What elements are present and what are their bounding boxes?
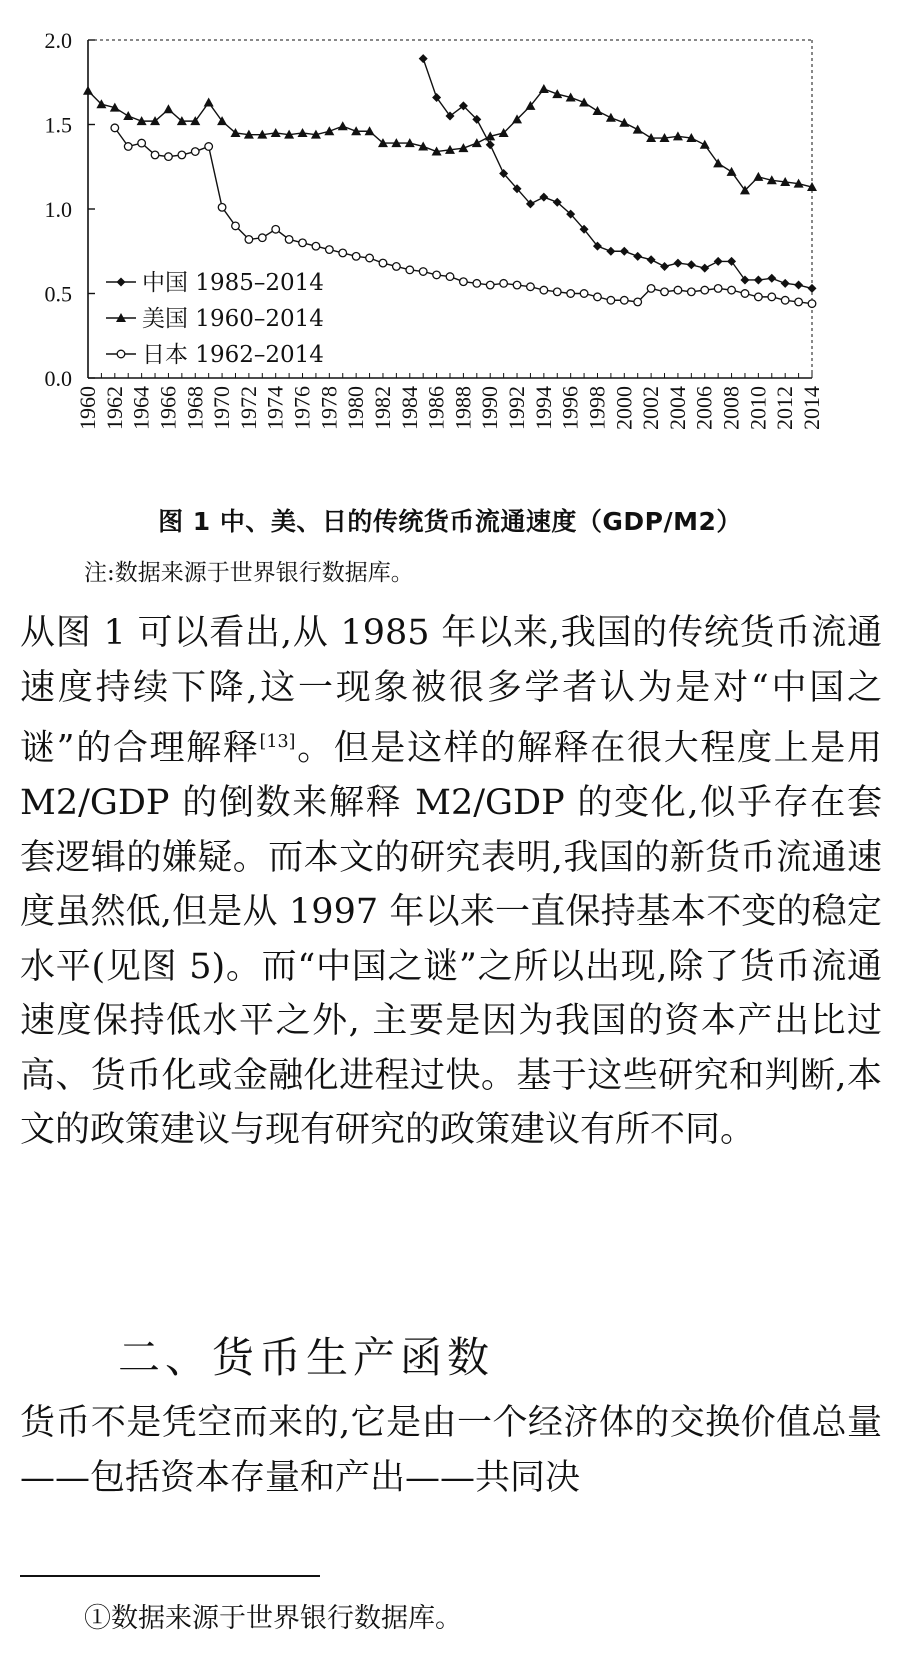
japan-series-point xyxy=(567,290,575,298)
usa-series-point xyxy=(123,111,133,120)
x-tick-label: 1992 xyxy=(504,386,530,430)
japan-series-point xyxy=(191,148,199,156)
usa-series-point xyxy=(458,143,468,152)
japan-series-point xyxy=(138,139,146,147)
china-series-point xyxy=(727,257,736,266)
japan-series-point xyxy=(339,249,347,257)
japan-series-point xyxy=(688,288,696,296)
usa-series-point xyxy=(163,104,173,113)
japan-series-point xyxy=(366,254,374,262)
japan-series-point xyxy=(674,286,682,294)
x-tick-label: 2002 xyxy=(638,386,664,430)
x-tick-label: 1980 xyxy=(343,386,369,430)
japan-series-point xyxy=(701,286,709,294)
usa-series-point xyxy=(271,128,281,137)
x-tick-label: 2000 xyxy=(611,386,637,430)
japan-series-point xyxy=(312,242,320,250)
x-tick-label: 1986 xyxy=(423,386,449,430)
japan-series-point xyxy=(728,286,736,294)
japan-series-point xyxy=(460,278,468,286)
x-tick-label: 1978 xyxy=(316,386,342,430)
x-tick-label: 1974 xyxy=(262,386,288,430)
paragraph-1-text-b: 。但是这样的解释在很大程度上是用 M2/GDP 的倒数来解释 M2/GDP 的变化,似乎存在套套逻辑的嫌疑。而本文的研究表明,我国的新货币流通速度虽然低,但是从 1997 年以来一直保持基本不变的稳定水平(见图 5)。而“中国之谜”之所以出现,除了货币流通速度保持低水平之外, 主要是因为我国的资本产出比过高、货币化或金融化进程过快。基于这些研究和判断,本文的政策建议与现有研究的政策建议有所不同。 xyxy=(20,728,882,1151)
y-tick-label: 0.5 xyxy=(44,281,72,307)
china-series-point xyxy=(808,284,817,293)
china-series-point xyxy=(539,193,548,202)
china-series-point xyxy=(714,257,723,266)
x-tick-label: 2008 xyxy=(718,386,744,430)
japan-series-point xyxy=(795,298,803,306)
japan-series-point xyxy=(352,253,360,261)
japan-series-legend-label: 日本 1962–2014 xyxy=(142,342,324,368)
usa-series-point xyxy=(592,106,602,115)
x-tick-label: 1990 xyxy=(477,386,503,430)
japan-series-point xyxy=(446,273,454,281)
japan-series-point xyxy=(178,151,186,159)
usa-series-point xyxy=(539,84,549,93)
usa-series-point xyxy=(472,138,482,147)
chart-axes xyxy=(45,28,825,430)
china-series-point xyxy=(606,247,615,256)
china-series-point xyxy=(754,275,763,284)
x-tick-label: 1960 xyxy=(75,386,100,430)
china-series-point xyxy=(781,279,790,288)
japan-series-point xyxy=(647,285,655,293)
china-series-point xyxy=(633,252,642,261)
japan-series-point xyxy=(393,263,401,271)
y-tick-label: 0.0 xyxy=(44,366,72,391)
usa-series-legend-label: 美国 1960–2014 xyxy=(142,306,324,332)
china-series-point xyxy=(660,262,669,271)
japan-series-point xyxy=(232,222,240,230)
y-tick-label: 2.0 xyxy=(44,28,72,53)
japan-series-point xyxy=(406,266,414,274)
usa-series-point xyxy=(633,125,643,134)
japan-series-point xyxy=(607,296,615,304)
usa-series-point xyxy=(700,140,710,149)
japan-series-point xyxy=(165,153,173,161)
usa-series-point xyxy=(753,172,763,181)
japan-series-point xyxy=(741,290,749,298)
japan-series-point xyxy=(326,246,334,254)
usa-series-point xyxy=(727,167,737,176)
usa-series-point xyxy=(83,86,93,95)
china-series-point xyxy=(687,260,696,269)
china-series-legend-label: 中国 1985–2014 xyxy=(142,270,324,296)
velocity-line-chart xyxy=(0,0,900,470)
japan-series-point xyxy=(272,225,280,233)
y-tick-label: 1.0 xyxy=(44,197,72,222)
usa-series-point xyxy=(552,89,562,98)
japan-series-point xyxy=(513,281,521,289)
china-series-point xyxy=(767,274,776,283)
japan-series-point xyxy=(433,271,441,279)
x-tick-label: 2006 xyxy=(691,386,717,430)
japan-series-point xyxy=(620,296,628,304)
x-tick-label: 1968 xyxy=(182,386,208,430)
citation-ref: [13] xyxy=(259,732,296,752)
japan-series-point xyxy=(205,143,213,151)
body-paragraph-2: 货币不是凭空而来的,它是由一个经济体的交换价值总量——包括资本存量和产出——共同决 xyxy=(20,1403,882,1498)
japan-series-point xyxy=(755,293,763,301)
x-tick-label: 2014 xyxy=(799,386,824,430)
japan-series-point xyxy=(808,300,816,308)
paragraph-1-text-a: 从图 1 可以看出,从 1985 年以来,我国的传统货币流通速度持续下降,这一现象被很多学者认为是对“中国之谜”的合理解释 xyxy=(20,613,882,769)
x-tick-label: 2012 xyxy=(772,386,798,430)
china-series-point xyxy=(432,93,441,102)
japan-series-point xyxy=(245,236,253,244)
japan-series-point xyxy=(419,268,427,276)
japan-series-point xyxy=(634,298,642,306)
japan-series-point xyxy=(379,259,387,267)
section-heading: 二、货币生产函数 xyxy=(118,1333,495,1382)
china-series-point xyxy=(700,264,709,273)
japan-series-legend-point xyxy=(117,350,125,358)
usa-series-point xyxy=(217,116,227,125)
japan-series-point xyxy=(768,293,776,301)
japan-series-point xyxy=(151,151,159,159)
x-tick-label: 2010 xyxy=(745,386,771,430)
usa-series-line xyxy=(88,89,812,190)
x-tick-label: 1966 xyxy=(155,386,181,430)
x-tick-label: 1994 xyxy=(530,386,556,430)
japan-series-point xyxy=(540,286,548,294)
x-tick-label: 1962 xyxy=(101,386,127,430)
japan-series-point xyxy=(299,239,307,247)
y-tick-label: 1.5 xyxy=(44,112,72,138)
china-series-point xyxy=(794,281,803,290)
figure-note: 注:数据来源于世界银行数据库。 xyxy=(84,560,414,586)
japan-series-point xyxy=(473,280,481,288)
usa-series-point xyxy=(579,98,589,107)
usa-series-point xyxy=(338,121,348,130)
chart-legend xyxy=(106,270,324,368)
japan-series-point xyxy=(285,236,293,244)
usa-series-point xyxy=(606,113,616,122)
japan-series-point xyxy=(714,285,722,293)
china-series-legend-point xyxy=(117,278,126,287)
usa-series-point xyxy=(619,118,629,127)
china-series-point xyxy=(620,247,629,256)
japan-series-point xyxy=(486,281,494,289)
x-tick-label: 1964 xyxy=(128,386,154,430)
china-series-point xyxy=(740,275,749,284)
body-paragraph-1 xyxy=(20,606,882,1158)
japan-series-point xyxy=(218,204,226,212)
japan-series-point xyxy=(594,293,602,301)
x-tick-label: 1998 xyxy=(584,386,610,430)
usa-series xyxy=(83,84,817,194)
x-tick-label: 1996 xyxy=(557,386,583,430)
china-series-point xyxy=(673,259,682,268)
figure-caption: 图 1 中、美、日的传统货币流通速度（GDP/M2） xyxy=(158,507,742,536)
x-tick-label: 1988 xyxy=(450,386,476,430)
japan-series-point xyxy=(781,296,789,304)
japan-series-point xyxy=(661,288,669,296)
usa-series-point xyxy=(324,126,334,135)
usa-series-point xyxy=(298,128,308,137)
usa-series-point xyxy=(673,131,683,140)
japan-series-point xyxy=(580,290,588,298)
china-series-point xyxy=(419,54,428,63)
usa-series-point xyxy=(204,98,214,107)
japan-series-point xyxy=(111,124,119,132)
x-tick-label: 1970 xyxy=(209,386,235,430)
china-series-line xyxy=(423,59,812,289)
japan-series-point xyxy=(500,280,508,288)
x-tick-label: 2004 xyxy=(664,386,690,430)
usa-series-point xyxy=(713,158,723,167)
china-series-point xyxy=(647,255,656,264)
x-tick-label: 1982 xyxy=(369,386,395,430)
x-tick-label: 1976 xyxy=(289,386,315,430)
japan-series-point xyxy=(124,143,132,151)
footnote: ①数据来源于世界银行数据库。 xyxy=(84,1603,462,1634)
china-series xyxy=(419,54,817,293)
footnote-rule xyxy=(20,1575,320,1577)
china-series-point xyxy=(486,140,495,149)
x-tick-label: 1984 xyxy=(396,386,422,430)
japan-series-point xyxy=(553,288,561,296)
japan-series-point xyxy=(258,234,266,242)
x-tick-label: 1972 xyxy=(235,386,261,430)
japan-series-point xyxy=(527,283,535,291)
